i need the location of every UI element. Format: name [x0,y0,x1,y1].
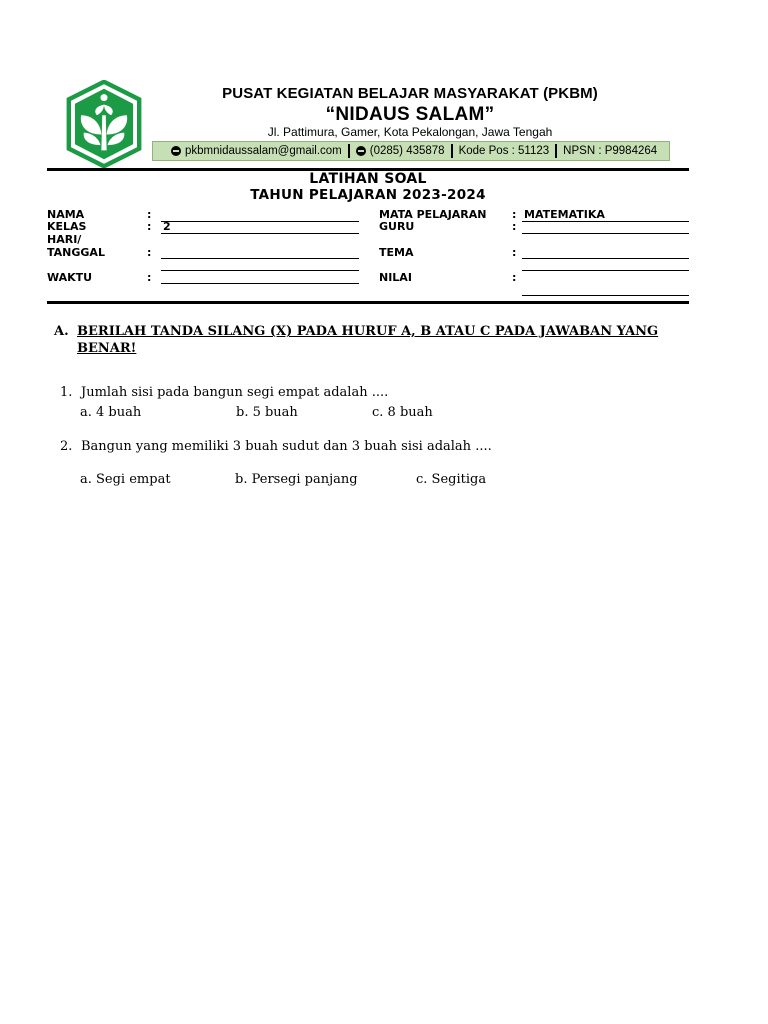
question-1-option-c[interactable]: c. 8 buah [372,405,433,420]
waktu-label: WAKTU [47,271,93,284]
academic-year: TAHUN PELAJARAN 2023-2024 [250,187,486,203]
nilai-label: NILAI [379,271,412,284]
tanggal-label: TANGGAL [47,246,105,259]
contact-bar [152,141,670,161]
question-2-option-c[interactable]: c. Segitiga [416,472,487,487]
institution-name: PUSAT KEGIATAN BELAJAR MASYARAKAT (PKBM) [222,85,598,102]
hari-label: HARI/ [47,233,82,246]
question-2-number: 2. [60,439,73,454]
section-instruction-text: BERILAH TANDA SILANG (X) PADA HURUF A, B ATAU C PADA JAWABAN YANG BENAR! [77,324,659,356]
colon: : [512,246,517,259]
nilai-field-line[interactable] [522,270,689,271]
colon: : [147,271,152,284]
pkbm-logo-icon [60,80,148,168]
mapel-field[interactable] [522,221,689,222]
contact-npsn: NPSN : P9984264 [563,145,658,157]
colon: : [512,271,517,284]
section-a-instruction [54,323,674,357]
colon: : [512,220,517,233]
tanggal-field[interactable] [161,258,359,259]
school-address: Jl. Pattimura, Gamer, Kota Pekalongan, Jawa Tengah [267,125,553,139]
kelas-field[interactable] [161,233,359,234]
tema-field[interactable] [522,258,689,259]
school-name: “NIDAUS SALAM” [325,104,495,125]
mapel-label: MATA PELAJARAN [379,208,487,221]
mapel-value: MATEMATIKA [524,208,605,221]
kelas-label: KELAS [47,220,87,233]
colon: : [147,208,152,221]
colon: : [512,208,517,221]
divider [348,144,350,158]
divider [451,144,453,158]
phone-icon [356,146,366,156]
question-2-option-a[interactable]: a. Segi empat [80,472,171,487]
guru-label: GURU [379,220,415,233]
kelas-value: 2 [163,220,171,233]
tema-label: TEMA [379,246,414,259]
question-2-text: Bangun yang memiliki 3 buah sudut dan 3 buah sisi adalah .... [81,439,492,454]
contact-email: pkbmnidaussalam@gmail.com [185,145,342,157]
divider [555,144,557,158]
guru-field[interactable] [522,233,689,234]
question-1-number: 1. [60,385,73,400]
question-1-option-b[interactable]: b. 5 buah [236,405,298,420]
question-1-option-a[interactable]: a. 4 buah [80,405,142,420]
contact-phone: (0285) 435878 [369,145,445,157]
document-title: LATIHAN SOAL [309,171,427,187]
nama-field[interactable] [161,221,359,222]
waktu-field[interactable] [161,283,359,284]
nilai-field[interactable] [522,295,689,296]
form-divider [47,301,689,304]
question-2-option-b[interactable]: b. Persegi panjang [235,472,358,487]
contact-postal-code: Kode Pos : 51123 [458,145,550,157]
section-letter: A. [54,324,69,339]
nama-label: NAMA [47,208,85,221]
email-icon [171,146,181,156]
question-1-text: Jumlah sisi pada bangun segi empat adalah .... [81,385,389,400]
colon: : [147,246,152,259]
colon: : [147,220,152,233]
waktu-field-line[interactable] [161,270,359,271]
